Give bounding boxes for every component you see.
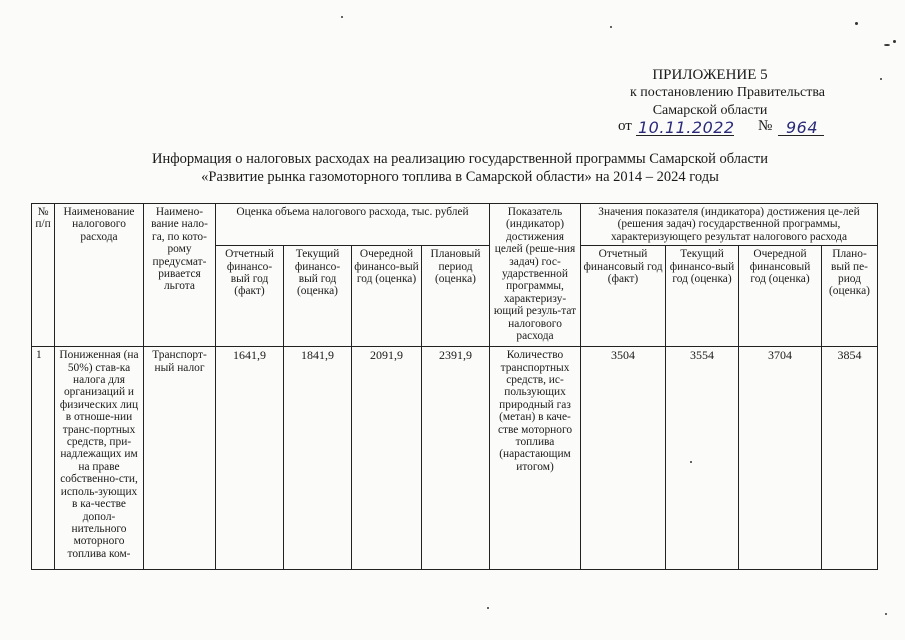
table-row (32, 347, 878, 570)
scan-speck (341, 16, 343, 18)
decree-date-number (618, 118, 838, 140)
header-values-plan: Плано-вый пе-риод (оценка) (822, 246, 878, 347)
decree-number: 964 (786, 118, 819, 137)
cell-indicator: Количество транспортных средств, ис-пользующих природный газ (метан) в каче-стве моторного топлива (нарастающим итогом) (490, 347, 581, 570)
appendix-title: ПРИЛОЖЕНИЕ 5 (652, 67, 768, 83)
cell-expense-name: Пониженная (на 50%) став-ка налога для организаций и физических лиц в отноше-нии транс-портных средств, при-надлежащих им на праве собственно-сти, исполь-зующих в ка-честве допол-нительного моторного топлива ком- (55, 347, 144, 570)
cell-values-current: 3554 (666, 347, 739, 570)
header-indicator: Показатель (индикатор) достижения целей (реше-ния задач) гос-ударственной программы, характеризу-ющий резуль-тат налогового расхода (490, 204, 581, 347)
tax-expense-table (31, 203, 878, 570)
header-estimate-next: Очередной финансо-вый год (оценка) (352, 246, 422, 347)
header-tax-name: Наимено-вание нало-га, по кото-рому предусмат-ривается льгота (144, 204, 216, 347)
cell-values-plan: 3854 (822, 347, 878, 570)
header-num: № п/п (32, 204, 55, 347)
cell-values-report: 3504 (581, 347, 666, 570)
scan-speck (610, 26, 612, 28)
appendix-region-line: Самарской области (652, 103, 768, 118)
header-values-report: Отчетный финансовый год (факт) (581, 246, 666, 347)
cell-estimate-plan: 2391,9 (422, 347, 490, 570)
scan-speck (893, 40, 896, 43)
scan-speck (880, 78, 882, 80)
header-estimate-group: Оценка объема налогового расхода, тыс. рублей (216, 204, 490, 246)
header-estimate-plan: Плановый период (оценка) (422, 246, 490, 347)
cell-tax-name: Транспорт-ный налог (144, 347, 216, 570)
decree-date: 10.11.2022 (638, 118, 735, 137)
header-expense-name: Наименование налогового расхода (55, 204, 144, 347)
scan-speck (855, 22, 858, 25)
cell-values-next: 3704 (739, 347, 822, 570)
heading-line-2: «Развитие рынка газомоторного топлива в Самарской области» на 2014 – 2024 годы (201, 169, 719, 185)
date-underline (636, 135, 734, 136)
appendix-block (595, 66, 825, 120)
from-prefix: от (618, 118, 632, 134)
document-heading (60, 150, 860, 186)
cell-num: 1 (32, 347, 55, 570)
scan-speck (885, 613, 887, 615)
header-estimate-report: Отчетный финансо-вый год (факт) (216, 246, 284, 347)
header-values-next: Очередной финансовый год (оценка) (739, 246, 822, 347)
scan-speck (884, 44, 890, 46)
header-values-group: Значения показателя (индикатора) достижения це-лей (решения задач) государственной программы, характеризующего результат налогового расхода (581, 204, 878, 246)
appendix-decree-line: к постановлению Правительства (629, 85, 825, 100)
cell-estimate-next: 2091,9 (352, 347, 422, 570)
header-estimate-current: Текущий финансо-вый год (оценка) (284, 246, 352, 347)
number-underline (778, 135, 824, 136)
cell-estimate-report: 1641,9 (216, 347, 284, 570)
cell-estimate-current: 1841,9 (284, 347, 352, 570)
heading-line-1: Информация о налоговых расходах на реализацию государственной программы Самарской области (151, 151, 769, 167)
number-sign: № (758, 118, 773, 134)
scan-speck (487, 607, 489, 609)
header-values-current: Текущий финансо-вый год (оценка) (666, 246, 739, 347)
